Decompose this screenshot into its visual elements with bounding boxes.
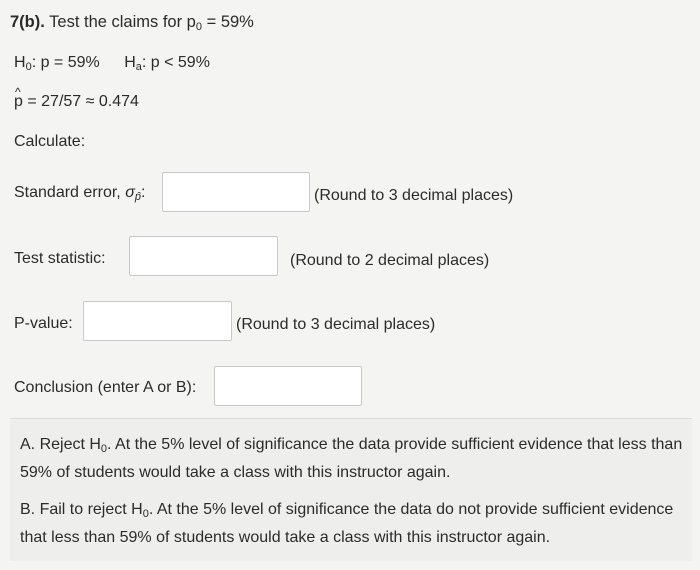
test-statistic-input[interactable] [129, 236, 278, 276]
calculate-heading: Calculate: [14, 133, 86, 150]
problem-title [10, 13, 254, 33]
standard-error-input[interactable] [162, 172, 310, 212]
title-text: Test the claims for p [49, 13, 196, 31]
problem-number: 7(b). [10, 13, 45, 31]
alt-hypothesis: $H_a$: p < 59% [124, 54, 210, 73]
option-b: B. Fail to reject $H_0$. At the 5% level of significance the data do not provide sufficient evidence that less than 59% of students would take a class with this instructor again. [20, 501, 674, 546]
test-statistic-label: Test statistic: [14, 250, 106, 267]
sample-proportion [14, 93, 139, 111]
conclusion-input[interactable] [214, 366, 362, 406]
standard-error-label: Standard error, $\sigma_{p̂}$: [14, 184, 146, 203]
p-value-label: P-value: [14, 315, 73, 332]
conclusion-label: Conclusion (enter A or B): [14, 379, 197, 396]
p-value-note: (Round to 3 decimal places) [236, 316, 436, 333]
hypotheses [14, 54, 210, 73]
standard-error-note: (Round to 3 decimal places) [314, 187, 514, 204]
answer-options [10, 418, 692, 561]
option-a: A. Reject $H_0$. At the 5% level of significance the data provide sufficient evidence that less than 59% of students would take a class with this instructor again. [20, 436, 683, 481]
phat-symbol: ^ p [14, 93, 23, 111]
phat-value: = 27/57 ≈ 0.474 [27, 93, 139, 110]
test-statistic-note: (Round to 2 decimal places) [290, 252, 490, 269]
sigma-symbol: σ [125, 184, 135, 201]
p-value-input[interactable] [83, 301, 232, 341]
title-sub: 0 [195, 21, 202, 33]
title-rest: = 59% [206, 13, 254, 31]
null-hypothesis: $H_0$: p = 59% [14, 54, 100, 73]
